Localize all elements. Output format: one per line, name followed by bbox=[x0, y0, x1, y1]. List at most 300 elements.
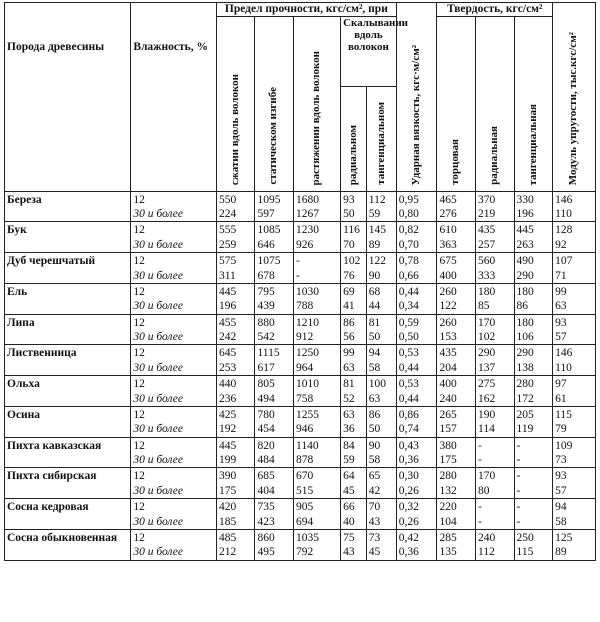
cell-bending bbox=[255, 529, 294, 560]
cell-shear-radial bbox=[341, 191, 367, 222]
cell-value: 259 bbox=[218, 238, 237, 251]
cell-hardness-radial bbox=[476, 406, 515, 437]
cell-shear-tangential bbox=[366, 406, 396, 437]
cell-value: 100 bbox=[368, 378, 387, 391]
cell-impact bbox=[396, 529, 437, 560]
cell-value: 70 bbox=[368, 501, 381, 514]
cell-compression bbox=[216, 499, 255, 530]
cell-value: 170 bbox=[478, 470, 496, 483]
cell-value: 132 bbox=[439, 484, 457, 497]
cell-hardness-end bbox=[437, 499, 476, 530]
cell-value: 30 и более bbox=[133, 546, 183, 559]
cell-value: 175 bbox=[218, 484, 237, 497]
cell-impact bbox=[396, 345, 437, 376]
cell-value: 93 bbox=[555, 316, 567, 329]
cell-value: 490 bbox=[516, 255, 534, 268]
cell-value: 92 bbox=[555, 238, 567, 251]
cell-modulus bbox=[553, 345, 596, 376]
cell-tension bbox=[294, 283, 341, 314]
cell-value: 0,53 bbox=[398, 347, 419, 360]
cell-value: 115 bbox=[516, 546, 534, 559]
cell-hardness-tangential bbox=[514, 437, 553, 468]
cell-value: - bbox=[478, 515, 482, 528]
cell-value: 107 bbox=[555, 255, 573, 268]
cell-value: 114 bbox=[478, 423, 495, 436]
cell-tension bbox=[294, 191, 341, 222]
cell-value: 617 bbox=[257, 361, 275, 374]
cell-value: 175 bbox=[439, 454, 457, 467]
cell-value: 400 bbox=[439, 269, 457, 282]
cell-value: 73 bbox=[368, 531, 381, 544]
cell-value: 104 bbox=[439, 515, 457, 528]
cell-value: 878 bbox=[296, 454, 314, 467]
cell-value: 0,43 bbox=[398, 439, 419, 452]
cell-value: 250 bbox=[516, 531, 534, 544]
cell-value: 370 bbox=[478, 193, 496, 206]
cell-value: 425 bbox=[218, 408, 237, 421]
cell-shear-radial bbox=[341, 499, 367, 530]
table-row bbox=[5, 314, 596, 345]
cell-hardness-radial bbox=[476, 376, 515, 407]
cell-value: 50 bbox=[343, 208, 355, 221]
cell-value: 106 bbox=[516, 331, 534, 344]
cell-value: 964 bbox=[296, 361, 314, 374]
cell-value: 678 bbox=[257, 269, 275, 282]
cell-compression bbox=[216, 222, 255, 253]
cell-value: 495 bbox=[257, 546, 275, 559]
cell-value: 90 bbox=[368, 269, 381, 282]
header-species: Порода древесины bbox=[5, 3, 131, 192]
cell-value: 172 bbox=[516, 392, 534, 405]
cell-value: 196 bbox=[516, 208, 534, 221]
cell-modulus bbox=[553, 253, 596, 284]
cell-value: 99 bbox=[343, 347, 355, 360]
cell-value: 1035 bbox=[296, 531, 319, 544]
cell-moisture bbox=[131, 222, 217, 253]
cell-hardness-radial bbox=[476, 283, 515, 314]
cell-compression bbox=[216, 314, 255, 345]
cell-value: 85 bbox=[478, 300, 490, 313]
cell-value: 43 bbox=[368, 515, 381, 528]
cell-hardness-end bbox=[437, 345, 476, 376]
species-name: Ольха bbox=[5, 376, 131, 407]
cell-value: 0,36 bbox=[398, 454, 419, 467]
species-name: Пихта сибирская bbox=[5, 468, 131, 499]
header-shear-tangential: тангенциальном bbox=[366, 86, 396, 191]
cell-shear-tangential bbox=[366, 222, 396, 253]
table-row bbox=[5, 437, 596, 468]
cell-shear-tangential bbox=[366, 283, 396, 314]
cell-shear-tangential bbox=[366, 314, 396, 345]
cell-value: 12 bbox=[133, 378, 145, 391]
cell-value: 12 bbox=[133, 224, 145, 237]
cell-bending bbox=[255, 376, 294, 407]
cell-value: 333 bbox=[478, 269, 496, 282]
header-hardness-radial: радиальная bbox=[476, 16, 515, 191]
cell-value: 280 bbox=[439, 470, 457, 483]
cell-value: 610 bbox=[439, 224, 457, 237]
cell-hardness-tangential bbox=[514, 345, 553, 376]
table-row bbox=[5, 345, 596, 376]
cell-value: 192 bbox=[218, 423, 237, 436]
species-name: Береза bbox=[5, 191, 131, 222]
cell-value: 70 bbox=[343, 238, 355, 251]
cell-value: 905 bbox=[296, 501, 314, 514]
cell-value: 109 bbox=[555, 439, 573, 452]
cell-value: 110 bbox=[555, 361, 572, 374]
cell-value: 110 bbox=[555, 208, 572, 221]
cell-value: 404 bbox=[257, 484, 275, 497]
cell-value: 1095 bbox=[257, 193, 281, 206]
cell-bending bbox=[255, 499, 294, 530]
cell-value: 58 bbox=[368, 454, 381, 467]
cell-hardness-end bbox=[437, 253, 476, 284]
cell-value: 645 bbox=[218, 347, 237, 360]
cell-value: 380 bbox=[439, 439, 457, 452]
cell-moisture bbox=[131, 499, 217, 530]
cell-moisture bbox=[131, 314, 217, 345]
cell-impact bbox=[396, 191, 437, 222]
cell-value: 63 bbox=[368, 392, 381, 405]
cell-value: 30 и более bbox=[133, 484, 183, 497]
header-hardness-end: торцовая bbox=[437, 16, 476, 191]
cell-moisture bbox=[131, 468, 217, 499]
table-row bbox=[5, 253, 596, 284]
cell-value: 94 bbox=[555, 501, 567, 514]
cell-moisture bbox=[131, 283, 217, 314]
cell-value: 93 bbox=[555, 470, 567, 483]
cell-value: 97 bbox=[555, 378, 567, 391]
cell-value: 146 bbox=[555, 193, 573, 206]
cell-bending bbox=[255, 222, 294, 253]
cell-tension bbox=[294, 529, 341, 560]
cell-shear-radial bbox=[341, 283, 367, 314]
header-hardness-tangential: тангенциальная bbox=[514, 16, 553, 191]
table-row bbox=[5, 406, 596, 437]
cell-value: 454 bbox=[257, 423, 275, 436]
cell-compression bbox=[216, 376, 255, 407]
cell-value: 0,36 bbox=[398, 546, 419, 559]
cell-value: 180 bbox=[516, 316, 534, 329]
cell-value: 1010 bbox=[296, 378, 319, 391]
cell-impact bbox=[396, 376, 437, 407]
cell-value: 122 bbox=[439, 300, 457, 313]
cell-tension bbox=[294, 406, 341, 437]
cell-hardness-end bbox=[437, 283, 476, 314]
cell-value: 30 и более bbox=[133, 454, 183, 467]
cell-value: 290 bbox=[516, 269, 534, 282]
cell-value: 58 bbox=[555, 515, 567, 528]
cell-value: 30 и более bbox=[133, 331, 183, 344]
cell-value: 560 bbox=[478, 255, 496, 268]
cell-shear-radial bbox=[341, 406, 367, 437]
cell-value: 12 bbox=[133, 316, 145, 329]
cell-shear-tangential bbox=[366, 345, 396, 376]
cell-value: - bbox=[516, 515, 521, 528]
cell-value: 125 bbox=[555, 531, 573, 544]
cell-value: 204 bbox=[439, 361, 457, 374]
cell-modulus bbox=[553, 222, 596, 253]
cell-shear-tangential bbox=[366, 253, 396, 284]
cell-value: 199 bbox=[218, 454, 237, 467]
species-name: Дуб черешчатый bbox=[5, 253, 131, 284]
cell-value: 435 bbox=[439, 347, 457, 360]
cell-value: 435 bbox=[478, 224, 496, 237]
cell-tension bbox=[294, 345, 341, 376]
cell-moisture bbox=[131, 376, 217, 407]
cell-bending bbox=[255, 314, 294, 345]
cell-value: 170 bbox=[478, 316, 496, 329]
cell-hardness-end bbox=[437, 191, 476, 222]
cell-value: 12 bbox=[133, 193, 145, 206]
header-shear-group: Скалывании вдоль волокон bbox=[341, 16, 397, 86]
cell-value: 0,95 bbox=[398, 193, 419, 206]
cell-impact bbox=[396, 437, 437, 468]
cell-value: 280 bbox=[516, 378, 534, 391]
cell-value: 445 bbox=[218, 439, 237, 452]
cell-hardness-radial bbox=[476, 253, 515, 284]
cell-value: 68 bbox=[368, 285, 381, 298]
cell-value: 137 bbox=[478, 361, 496, 374]
table-row bbox=[5, 376, 596, 407]
cell-hardness-radial bbox=[476, 437, 515, 468]
cell-value: 73 bbox=[555, 454, 567, 467]
table-row bbox=[5, 283, 596, 314]
cell-hardness-radial bbox=[476, 222, 515, 253]
cell-value: 1267 bbox=[296, 208, 319, 221]
cell-value: 116 bbox=[343, 224, 360, 237]
cell-value: 445 bbox=[516, 224, 534, 237]
cell-value: 30 и более bbox=[133, 423, 183, 436]
cell-moisture bbox=[131, 406, 217, 437]
cell-value: 138 bbox=[516, 361, 534, 374]
header-bending: статическом изгибе bbox=[255, 16, 294, 191]
cell-value: 795 bbox=[257, 285, 275, 298]
cell-value: 112 bbox=[478, 546, 495, 559]
species-name: Лиственница bbox=[5, 345, 131, 376]
cell-value: 780 bbox=[257, 408, 275, 421]
cell-value: 820 bbox=[257, 439, 275, 452]
cell-value: 555 bbox=[218, 224, 237, 237]
cell-shear-radial bbox=[341, 529, 367, 560]
cell-value: 212 bbox=[218, 546, 237, 559]
cell-value: 494 bbox=[257, 392, 275, 405]
cell-value: 0,74 bbox=[398, 423, 419, 436]
cell-impact bbox=[396, 499, 437, 530]
cell-value: 66 bbox=[343, 501, 355, 514]
cell-value: 946 bbox=[296, 423, 314, 436]
cell-value: - bbox=[516, 454, 521, 467]
cell-value: 390 bbox=[218, 470, 237, 483]
cell-compression bbox=[216, 529, 255, 560]
cell-tension bbox=[294, 376, 341, 407]
cell-value: 275 bbox=[478, 378, 496, 391]
table-row bbox=[5, 499, 596, 530]
cell-value: 670 bbox=[296, 470, 314, 483]
cell-value: 50 bbox=[368, 423, 381, 436]
header-strength-group: Предел прочности, кгс/см², при bbox=[216, 3, 396, 17]
cell-value: 93 bbox=[343, 193, 355, 206]
cell-value: 542 bbox=[257, 331, 275, 344]
header-tension: растяжении вдоль волокон bbox=[294, 16, 341, 191]
cell-value: 0,30 bbox=[398, 470, 419, 483]
cell-bending bbox=[255, 437, 294, 468]
cell-value: 0,78 bbox=[398, 255, 419, 268]
species-name: Осина bbox=[5, 406, 131, 437]
cell-value: 119 bbox=[516, 423, 534, 436]
cell-impact bbox=[396, 253, 437, 284]
cell-value: 80 bbox=[478, 484, 490, 497]
cell-value: 30 и более bbox=[133, 300, 183, 313]
cell-shear-radial bbox=[341, 253, 367, 284]
cell-shear-tangential bbox=[366, 437, 396, 468]
cell-value: 224 bbox=[218, 208, 237, 221]
header-compression: сжатии вдоль волокон bbox=[216, 16, 255, 191]
cell-hardness-end bbox=[437, 376, 476, 407]
table-row bbox=[5, 468, 596, 499]
cell-compression bbox=[216, 191, 255, 222]
cell-moisture bbox=[131, 191, 217, 222]
cell-value: 575 bbox=[218, 255, 237, 268]
cell-value: 79 bbox=[555, 423, 567, 436]
cell-tension bbox=[294, 253, 341, 284]
table-row bbox=[5, 191, 596, 222]
cell-value: 153 bbox=[439, 331, 457, 344]
cell-value: 597 bbox=[257, 208, 275, 221]
cell-value: 0,82 bbox=[398, 224, 419, 237]
cell-value: 128 bbox=[555, 224, 573, 237]
cell-value: 180 bbox=[478, 285, 496, 298]
cell-modulus bbox=[553, 468, 596, 499]
cell-value: 1255 bbox=[296, 408, 319, 421]
cell-value: 263 bbox=[516, 238, 534, 251]
cell-value: 69 bbox=[343, 285, 355, 298]
cell-value: 363 bbox=[439, 238, 457, 251]
cell-value: 12 bbox=[133, 439, 145, 452]
cell-hardness-tangential bbox=[514, 499, 553, 530]
cell-value: 0,50 bbox=[398, 331, 419, 344]
cell-value: - bbox=[296, 255, 300, 268]
cell-value: 36 bbox=[343, 423, 355, 436]
cell-hardness-tangential bbox=[514, 314, 553, 345]
cell-value: 445 bbox=[218, 285, 237, 298]
cell-tension bbox=[294, 499, 341, 530]
cell-value: 190 bbox=[478, 408, 496, 421]
cell-modulus bbox=[553, 499, 596, 530]
cell-value: 59 bbox=[343, 454, 355, 467]
cell-shear-radial bbox=[341, 376, 367, 407]
cell-value: 1140 bbox=[296, 439, 319, 452]
cell-value: 59 bbox=[368, 208, 381, 221]
cell-value: 63 bbox=[555, 300, 567, 313]
cell-value: 50 bbox=[368, 331, 381, 344]
cell-moisture bbox=[131, 437, 217, 468]
cell-value: 1115 bbox=[257, 347, 280, 360]
cell-shear-tangential bbox=[366, 529, 396, 560]
cell-value: 84 bbox=[343, 439, 355, 452]
cell-value: 0,44 bbox=[398, 285, 419, 298]
cell-value: 792 bbox=[296, 546, 314, 559]
cell-value: 57 bbox=[555, 331, 567, 344]
cell-value: 42 bbox=[368, 484, 381, 497]
cell-value: 439 bbox=[257, 300, 275, 313]
cell-value: 12 bbox=[133, 470, 145, 483]
cell-value: 58 bbox=[368, 361, 381, 374]
cell-value: 242 bbox=[218, 331, 237, 344]
cell-value: 0,66 bbox=[398, 269, 419, 282]
cell-shear-radial bbox=[341, 222, 367, 253]
cell-value: 260 bbox=[439, 285, 457, 298]
cell-value: 12 bbox=[133, 408, 145, 421]
cell-shear-tangential bbox=[366, 191, 396, 222]
cell-value: 63 bbox=[343, 361, 355, 374]
cell-value: 236 bbox=[218, 392, 237, 405]
cell-shear-radial bbox=[341, 468, 367, 499]
cell-value: 30 и более bbox=[133, 208, 183, 221]
cell-hardness-end bbox=[437, 406, 476, 437]
cell-compression bbox=[216, 406, 255, 437]
cell-value: 0,70 bbox=[398, 238, 419, 251]
species-name: Сосна кедровая bbox=[5, 499, 131, 530]
cell-value: 30 и более bbox=[133, 392, 183, 405]
cell-modulus bbox=[553, 314, 596, 345]
cell-value: 240 bbox=[439, 392, 457, 405]
cell-value: 1085 bbox=[257, 224, 281, 237]
cell-value: - bbox=[478, 439, 482, 452]
cell-hardness-tangential bbox=[514, 529, 553, 560]
cell-value: - bbox=[296, 269, 300, 282]
cell-value: - bbox=[516, 439, 521, 452]
cell-value: 805 bbox=[257, 378, 275, 391]
cell-value: 185 bbox=[218, 515, 237, 528]
cell-value: 694 bbox=[296, 515, 314, 528]
cell-value: 0,86 bbox=[398, 408, 419, 421]
wood-properties-table bbox=[4, 2, 596, 561]
cell-hardness-end bbox=[437, 314, 476, 345]
cell-value: 102 bbox=[478, 331, 496, 344]
cell-value: 40 bbox=[343, 515, 355, 528]
header-shear-radial: радиальном bbox=[341, 86, 367, 191]
cell-value: 112 bbox=[368, 193, 386, 206]
table-container bbox=[4, 2, 596, 561]
cell-value: 646 bbox=[257, 238, 275, 251]
cell-value: 146 bbox=[555, 347, 573, 360]
cell-value: 52 bbox=[343, 392, 355, 405]
cell-value: 926 bbox=[296, 238, 314, 251]
cell-value: 162 bbox=[478, 392, 496, 405]
species-name: Липа bbox=[5, 314, 131, 345]
cell-value: 330 bbox=[516, 193, 534, 206]
cell-value: 788 bbox=[296, 300, 314, 313]
cell-value: 219 bbox=[478, 208, 496, 221]
species-name: Сосна обыкновенная bbox=[5, 529, 131, 560]
cell-compression bbox=[216, 437, 255, 468]
cell-shear-tangential bbox=[366, 499, 396, 530]
cell-value: 12 bbox=[133, 347, 145, 360]
cell-value: 12 bbox=[133, 501, 145, 514]
cell-value: 102 bbox=[343, 255, 361, 268]
species-name: Ель bbox=[5, 283, 131, 314]
cell-shear-radial bbox=[341, 314, 367, 345]
cell-value: 81 bbox=[368, 316, 381, 329]
cell-value: 912 bbox=[296, 331, 314, 344]
cell-impact bbox=[396, 468, 437, 499]
cell-value: 0,59 bbox=[398, 316, 419, 329]
table-row bbox=[5, 222, 596, 253]
cell-value: 675 bbox=[439, 255, 457, 268]
cell-value: 0,44 bbox=[398, 392, 419, 405]
header-moisture: Влажность, % bbox=[131, 3, 217, 192]
